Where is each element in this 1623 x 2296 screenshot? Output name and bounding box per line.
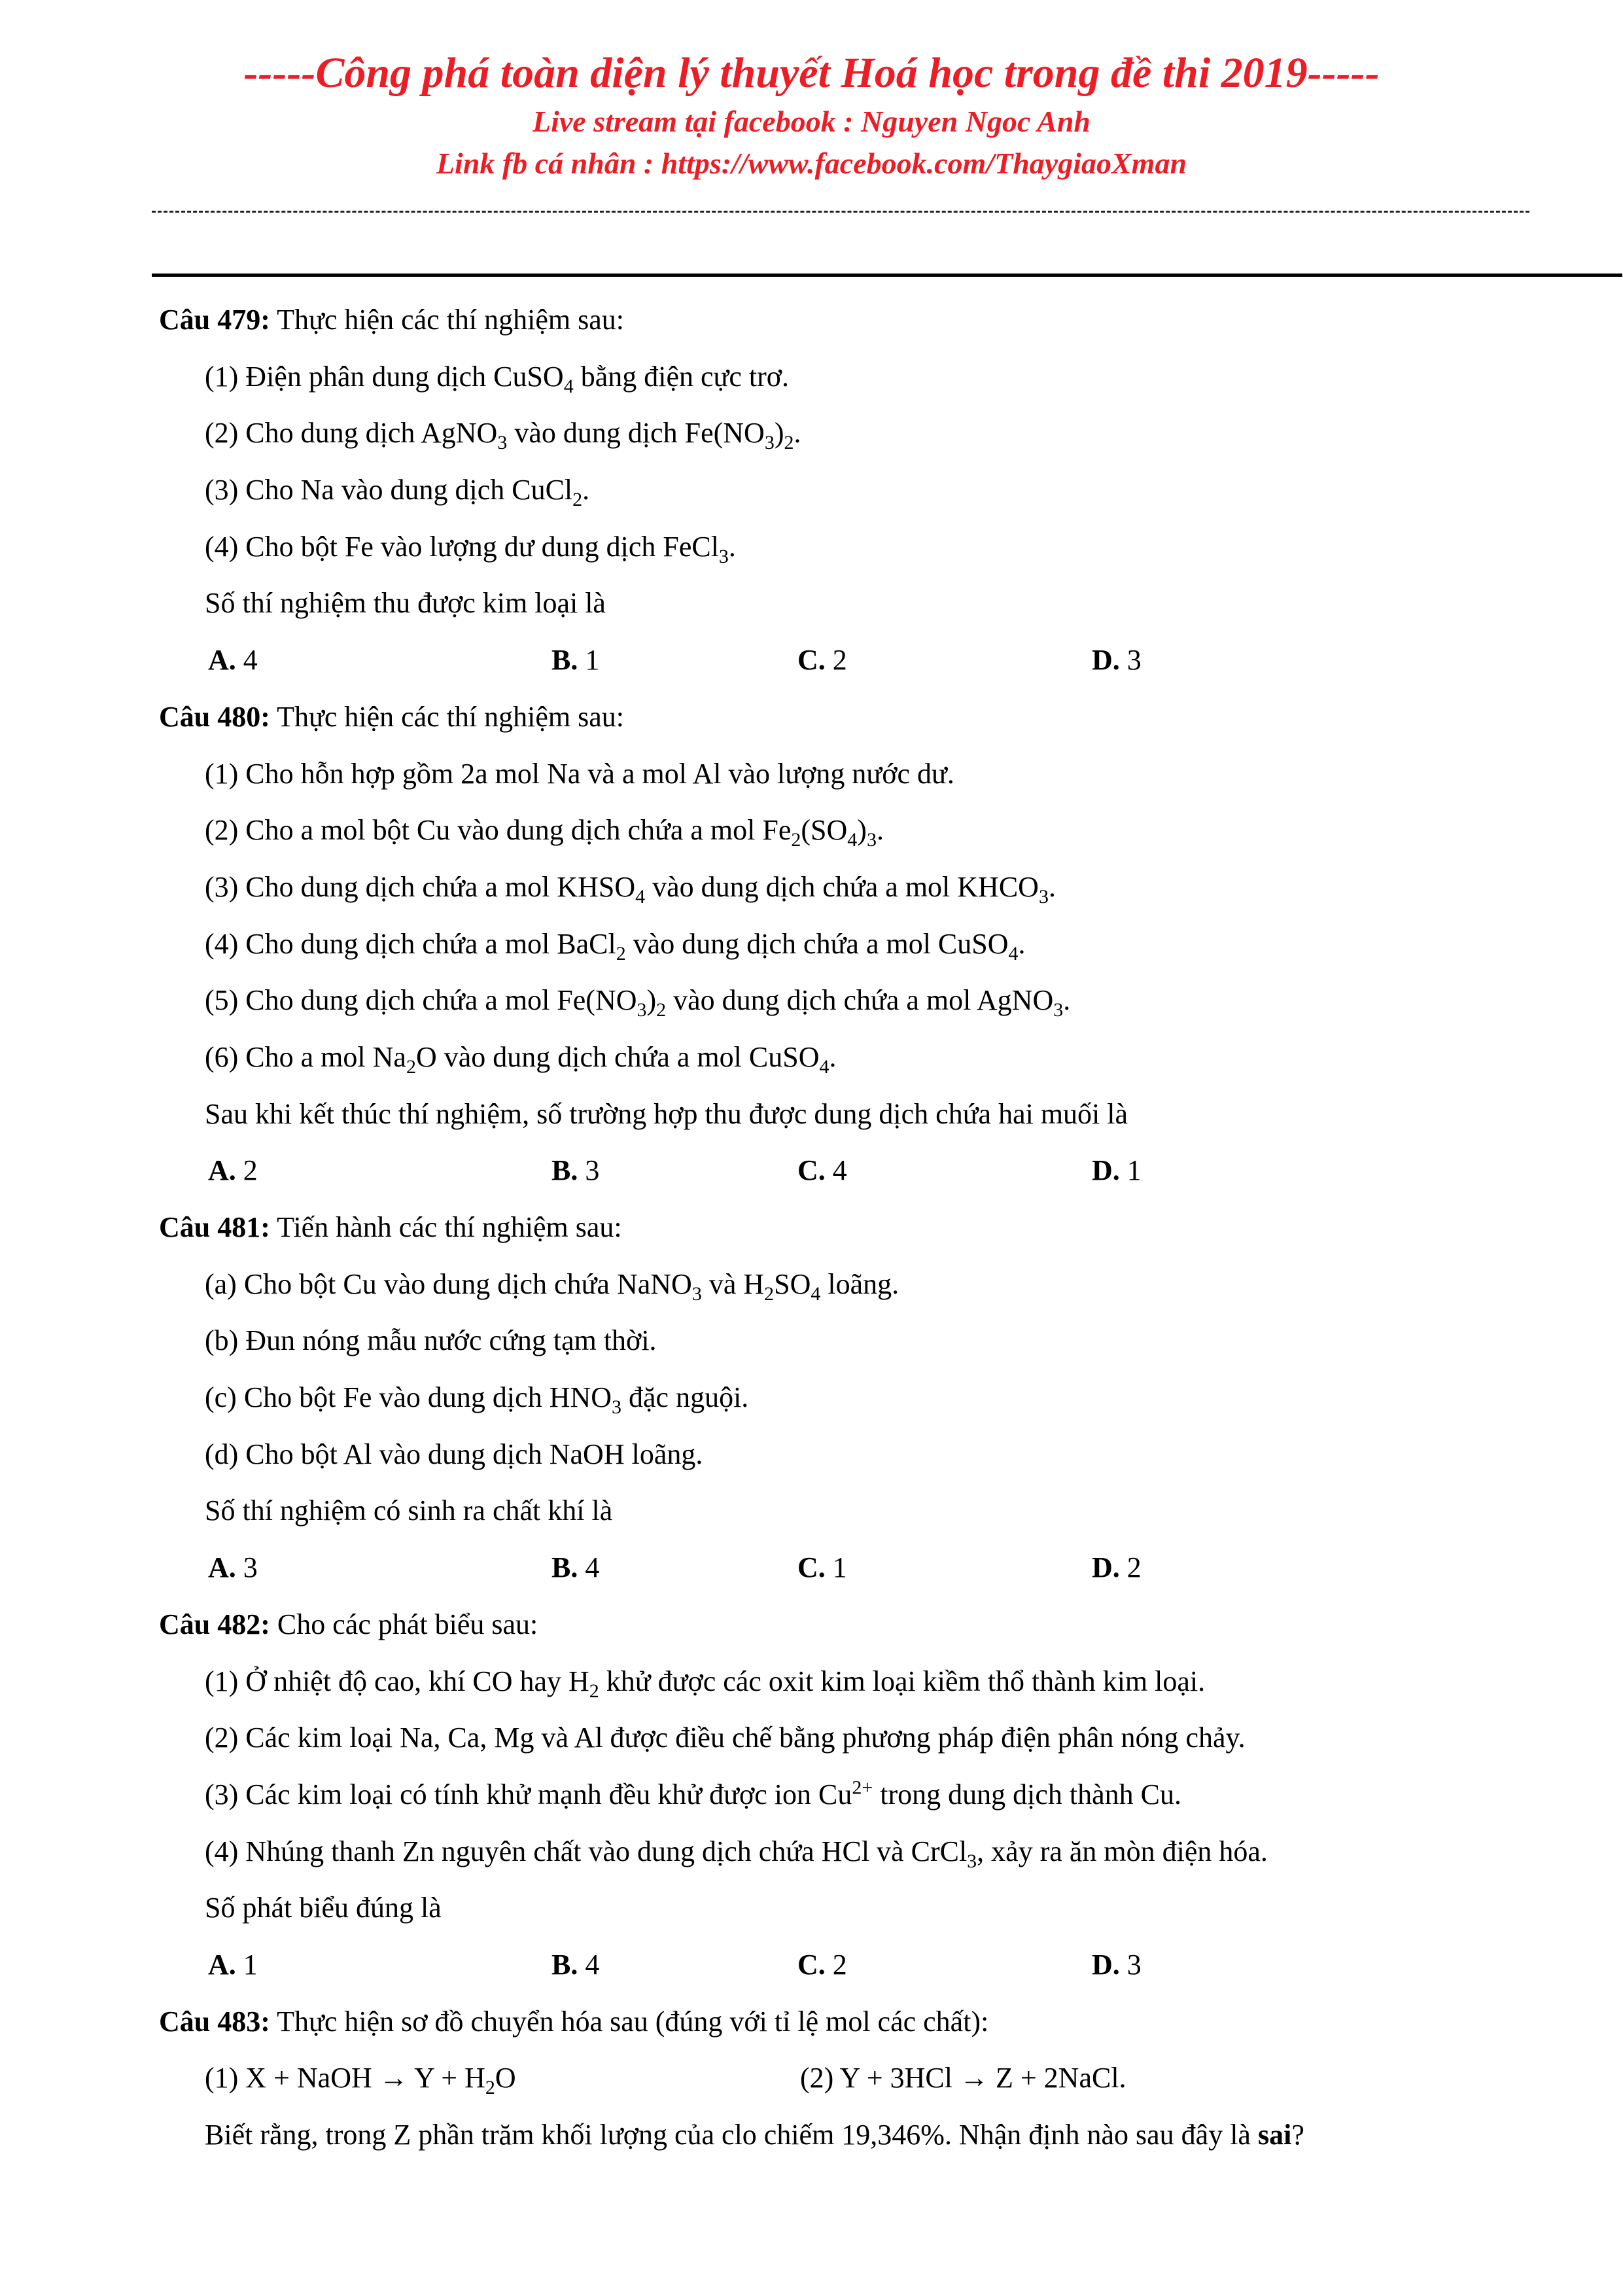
question-label: Câu 480:: [159, 700, 270, 733]
option-d[interactable]: D. 2: [1092, 1551, 1142, 1584]
option-a[interactable]: A. 4: [208, 644, 258, 677]
question-prompt: Thực hiện các thí nghiệm sau:: [270, 700, 625, 733]
dashed-divider: [152, 211, 1529, 213]
page-header: [0, 46, 1623, 185]
header-title: -----Công phá toàn diện lý thuyết Hoá học trong đề thi 2019-----: [243, 49, 1380, 97]
option-b[interactable]: B. 3: [551, 1154, 600, 1187]
option-a[interactable]: A. 2: [208, 1154, 258, 1187]
q482-question: Số phát biểu đúng là: [205, 1892, 442, 1924]
q479-item-2: (2) Cho dung dịch AgNO$_3$ vào dung dịch $Fe(NO_3)_2$.: [205, 417, 801, 454]
q481-options: [159, 1540, 1598, 1597]
question-prompt: Cho các phát biểu sau:: [270, 1608, 538, 1640]
question-483-header: [159, 1994, 1598, 2051]
option-d[interactable]: D. 3: [1092, 1948, 1142, 1981]
q483-question: Biết rằng, trong Z phần trăm khối lượng của clo chiếm 19,346%. Nhận định nào sau đây là sai?: [205, 2119, 1304, 2151]
question-481-header: [159, 1199, 1598, 1256]
q479-options: [159, 632, 1598, 689]
q482-item-3: (3) Các kim loại có tính khử mạnh đều khử được ion $Cu^{2+}$ trong dung dịch thành Cu.: [205, 1776, 1181, 1810]
q481-item-b: (b) Đun nóng mẫu nước cứng tạm thời.: [205, 1324, 657, 1357]
option-d[interactable]: D. 1: [1092, 1154, 1142, 1187]
header-live: Live stream tại facebook : Nguyen Ngoc Anh: [532, 105, 1091, 138]
q479-item-4: (4) Cho bột Fe vào lượng dư dung dịch FeCl$_3$.: [205, 530, 736, 567]
option-a[interactable]: A. 3: [208, 1551, 258, 1584]
q481-item-a: (a) Cho bột Cu vào dung dịch chứa NaNO$_3$ và $H_2SO_4$ loãng.: [205, 1267, 899, 1305]
q482-item-1: (1) Ở nhiệt độ cao, khí CO hay $H_2$ khử được các oxit kim loại kiềm thổ thành kim loại.: [205, 1665, 1206, 1702]
question-label: Câu 483:: [159, 2005, 270, 2038]
q482-options: [159, 1937, 1598, 1994]
q480-item-1: (1) Cho hỗn hợp gồm 2a mol Na và a mol Al vào lượng nước dư.: [205, 757, 954, 790]
option-c[interactable]: C. 4: [797, 1154, 847, 1187]
option-d[interactable]: D. 3: [1092, 644, 1142, 677]
question-480-header: [159, 689, 1598, 746]
option-b[interactable]: B. 1: [551, 644, 600, 677]
option-c[interactable]: C. 2: [797, 1948, 847, 1981]
question-482-header: [159, 1597, 1598, 1653]
question-label: Câu 482:: [159, 1608, 270, 1640]
q479-item-1: (1) Điện phân dung dịch CuSO$_4$ bằng điện cực trơ.: [205, 360, 790, 397]
q479-item-3: (3) Cho Na vào dung dịch CuCl$_2$.: [205, 474, 590, 510]
q480-item-3: (3) Cho dung dịch chứa a mol $KHSO_4$ vào dung dịch chứa a mol $KHCO_3$.: [205, 870, 1056, 908]
question-content: [159, 292, 1598, 2164]
question-prompt: Tiến hành các thí nghiệm sau:: [270, 1211, 622, 1243]
equation-1: (1) X + NaOH → $Y + H_2O$: [205, 2062, 516, 2099]
q479-question: Số thí nghiệm thu được kim loại là: [205, 587, 606, 620]
solid-divider: [152, 274, 1622, 277]
q481-question: Số thí nghiệm có sinh ra chất khí là: [205, 1494, 613, 1527]
option-c[interactable]: C. 1: [797, 1551, 847, 1584]
option-b[interactable]: B. 4: [551, 1948, 600, 1981]
q483-equations: [159, 2050, 1598, 2107]
q480-item-5: (5) Cho dung dịch chứa a mol $Fe(NO_3)_2$ vào dung dịch chứa a mol AgNO$_3$.: [205, 984, 1071, 1021]
q480-question: Sau khi kết thúc thí nghiệm, số trường hợp thu được dung dịch chứa hai muối là: [205, 1097, 1128, 1130]
equation-2: (2) Y + 3HCl → Z + 2NaCl.: [800, 2062, 1126, 2094]
q481-item-c: (c) Cho bột Fe vào dung dịch $HNO_3$ đặc nguội.: [205, 1381, 749, 1418]
q480-item-2: (2) Cho a mol bột Cu vào dung dịch chứa a mol $Fe_2(SO_4)_3$.: [205, 814, 884, 851]
q482-item-2: (2) Các kim loại Na, Ca, Mg và Al được điều chế bằng phương pháp điện phân nóng chảy.: [205, 1722, 1246, 1754]
question-label: Câu 479:: [159, 304, 270, 336]
header-link[interactable]: Link fb cá nhân : https://www.facebook.com/ThaygiaoXman: [436, 147, 1187, 180]
q482-item-4: (4) Nhúng thanh Zn nguyên chất vào dung dịch chứa HCl và CrCl$_3$, xảy ra ăn mòn điện hóa.: [205, 1835, 1268, 1872]
question-prompt: Thực hiện các thí nghiệm sau:: [270, 304, 625, 336]
q480-options: [159, 1142, 1598, 1199]
q480-item-6: (6) Cho a mol $Na_2O$ vào dung dịch chứa a mol CuSO$_4$.: [205, 1040, 837, 1078]
option-c[interactable]: C. 2: [797, 644, 847, 677]
q480-item-4: (4) Cho dung dịch chứa a mol BaCl$_2$ vào dung dịch chứa a mol CuSO$_4$.: [205, 927, 1026, 964]
question-prompt: Thực hiện sơ đồ chuyển hóa sau (đúng với tỉ lệ mol các chất):: [270, 2005, 989, 2038]
question-479-header: [159, 292, 1598, 349]
question-label: Câu 481:: [159, 1211, 270, 1243]
option-a[interactable]: A. 1: [208, 1948, 258, 1981]
option-b[interactable]: B. 4: [551, 1551, 600, 1584]
q481-item-d: (d) Cho bột Al vào dung dịch NaOH loãng.: [205, 1438, 703, 1470]
